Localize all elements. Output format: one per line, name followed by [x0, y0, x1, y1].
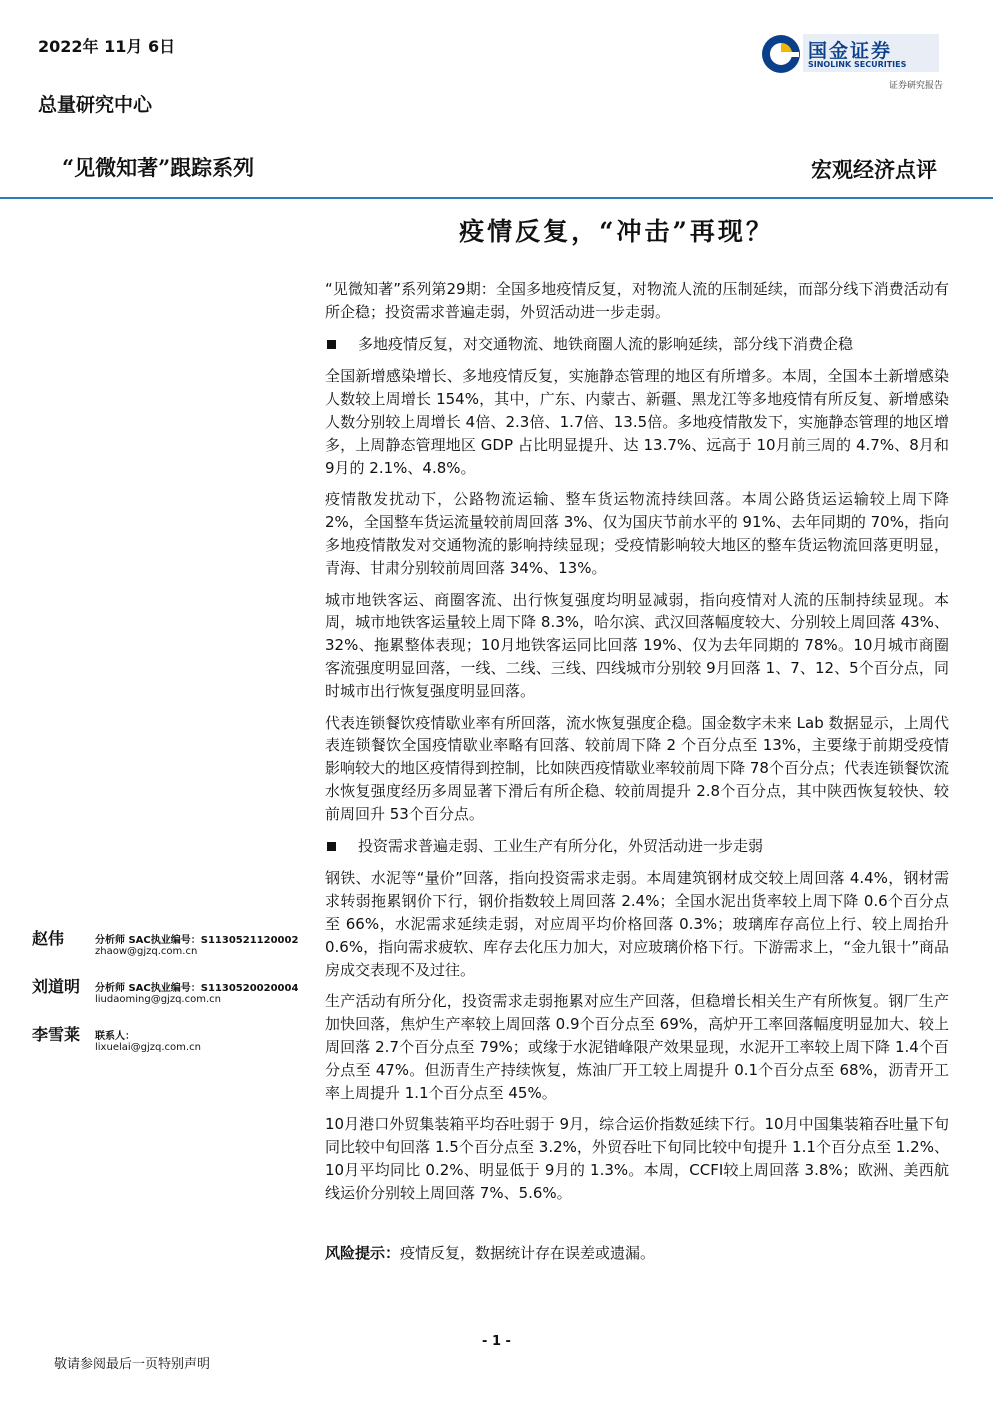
risk-text: 疫情反复，数据统计存在误差或遗漏。: [400, 1244, 656, 1263]
report-type: 宏观经济点评: [811, 157, 937, 182]
logo-name: 国金证券: [808, 40, 893, 62]
analyst-entry: [32, 972, 322, 1020]
section-heading-text: 多地疫情反复，对交通物流、地铁商圈人流的影响延续，部分线下消费企稳: [358, 334, 854, 353]
report-title: 疫情反复，“冲击”再现？: [459, 217, 774, 246]
analyst-entry: [32, 1020, 322, 1068]
risk-label: 风险提示：: [325, 1244, 401, 1263]
report-body: [325, 278, 949, 1274]
page-number: - 1 -: [482, 1334, 511, 1349]
analyst-name: 刘道明: [32, 977, 81, 996]
analyst-email[interactable]: zhaow@gjzq.com.cn: [95, 946, 198, 957]
research-center: 总量研究中心: [38, 94, 153, 116]
paragraph: 全国新增感染增长、多地疫情反复，实施静态管理的地区有所增多。本周，全国本土新增感染人数较上周增长 154%，其中，广东、内蒙古、新疆、黑龙江等多地疫情有所反复、新增感染人数分别较上周增长 4倍、2.3倍、1.7倍、13.5倍。多地疫情散发下，实施静态管理的地区增多，上周静态管理地区 GDP 占比明显提升、达 13.7%、远高于 10月前三周的 4.7%、8月和 9月的 2.1%、4.8%。: [325, 367, 949, 477]
report-date: 2022年 11月 6日: [38, 37, 176, 56]
analyst-name: 李雪莱: [32, 1025, 81, 1044]
analyst-role: 分析师 SAC执业编号：S1130520020004: [95, 983, 299, 994]
square-bullet-icon: [327, 842, 336, 851]
paragraph: 钢铁、水泥等“量价”回落，指向投资需求走弱。本周建筑钢材成交较上周回落 4.4%，钢材需求转弱拖累钢价下行，钢价指数较上周回落 2.4%；全国水泥出货率较上周下降 0.6个百分点至 66%，水泥需求延续走弱，对应周平均价格回落 0.3%；玻璃库存高位上行、较上周抬升 0.6%，指向需求疲软、库存去化压力加大，对应玻璃价格下行。下游需求上，“金九银十”商品房成交表现不及过往。: [325, 869, 949, 979]
header-divider: [0, 197, 993, 199]
paragraph: 疫情散发扰动下，公路物流运输、整车货运物流持续回落。本周公路货运运输较上周下降 2%，全国整车货运流量较前周回落 3%、仅为国庆节前水平的 91%、去年同期的 70%，指向多地疫情散发对交通物流的影响持续显现；受疫情影响较大地区的整车货运物流回落更明显，青海、甘肃分别较前周回落 34%、13%。: [325, 490, 949, 577]
paragraph: 10月港口外贸集装箱平均吞吐弱于 9月，综合运价指数延续下行。10月中国集装箱吞吐量下旬同比较中旬回落 1.5个百分点至 3.2%，外贸吞吐下旬同比较中旬提升 1.1个百分点至 1.2%、10月平均同比 0.2%、明显低于 9月的 1.3%。本周，CCFI较上周回落 3.8%；欧洲、美西航线运价分别较上周回落 7%、5.6%。: [325, 1115, 949, 1202]
risk-warning: [325, 1242, 949, 1265]
paragraph: 城市地铁客运、商圈客流、出行恢复强度均明显减弱，指向疫情对人流的压制持续显现。本周，城市地铁客运量较上周下降 8.3%，哈尔滨、武汉回落幅度较大、分别较上周回落 43%、32%、拖累整体表现；10月地铁客运同比回落 19%、仅为去年同期的 78%。10月城市商圈客流强度明显回落，一线、二线、三线、四线城市分别较 9月回落 1、7、12、5个百分点，同时城市出行恢复强度明显回落。: [325, 590, 949, 700]
analyst-email[interactable]: lixuelai@gjzq.com.cn: [95, 1042, 201, 1053]
section-heading-1: [325, 333, 949, 356]
section-heading-text: 投资需求普遍走弱、工业生产有所分化，外贸活动进一步走弱: [358, 836, 764, 855]
analyst-list: [32, 924, 322, 1068]
analyst-email[interactable]: liudaoming@gjzq.com.cn: [95, 994, 221, 1005]
logo-english-name: SINOLINK SECURITIES: [808, 60, 907, 69]
paragraph: 生产活动有所分化，投资需求走弱拖累对应生产回落，但稳增长相关生产有所恢复。钢厂生产加快回落，焦炉生产率较上周回落 0.9个百分点至 69%，高炉开工率回落幅度明显加大、较上周回落 2.7个百分点至 79%；或缘于水泥错峰限产效果显现，水泥开工率较上周下降 1.4个百分点至 47%。但沥青生产持续恢复，炼油厂开工较上周提升 0.1个百分点至 68%，沥青开工率上周提升 1.1个百分点至 45%。: [325, 992, 949, 1102]
square-bullet-icon: [327, 340, 336, 349]
section-heading-2: [325, 835, 949, 858]
analyst-role: 联系人：: [95, 1031, 135, 1042]
analyst-name: 赵伟: [32, 929, 65, 948]
paragraph: 代表连锁餐饮疫情歇业率有所回落，流水恢复强度企稳。国金数字未来 Lab 数据显示，上周代表连锁餐饮全国疫情歇业率略有回落、较前周下降 2 个百分点至 13%，主要缘于前期受疫情影响较大的地区疫情得到控制，比如陕西疫情歇业率较前周下降 78个百分点；代表连锁餐饮流水恢复强度经历多周显著下滑后有所企稳、较前周提升 2.8个百分点，其中陕西恢复较快、较前周回升 53个百分点。: [325, 713, 949, 823]
analyst-role: 分析师 SAC执业编号：S1130521120002: [95, 935, 299, 946]
logo-subtitle: 证券研究报告: [888, 81, 943, 91]
footer-disclaimer: 敬请参阅最后一页特别声明: [54, 1357, 211, 1372]
intro-paragraph: “见微知著”系列第29期：全国多地疫情反复，对物流人流的压制延续，而部分线下消费活动有所企稳；投资需求普遍走弱，外贸活动进一步走弱。: [325, 280, 949, 321]
analyst-entry: [32, 924, 322, 972]
series-name: “见微知著”跟踪系列: [62, 155, 255, 180]
